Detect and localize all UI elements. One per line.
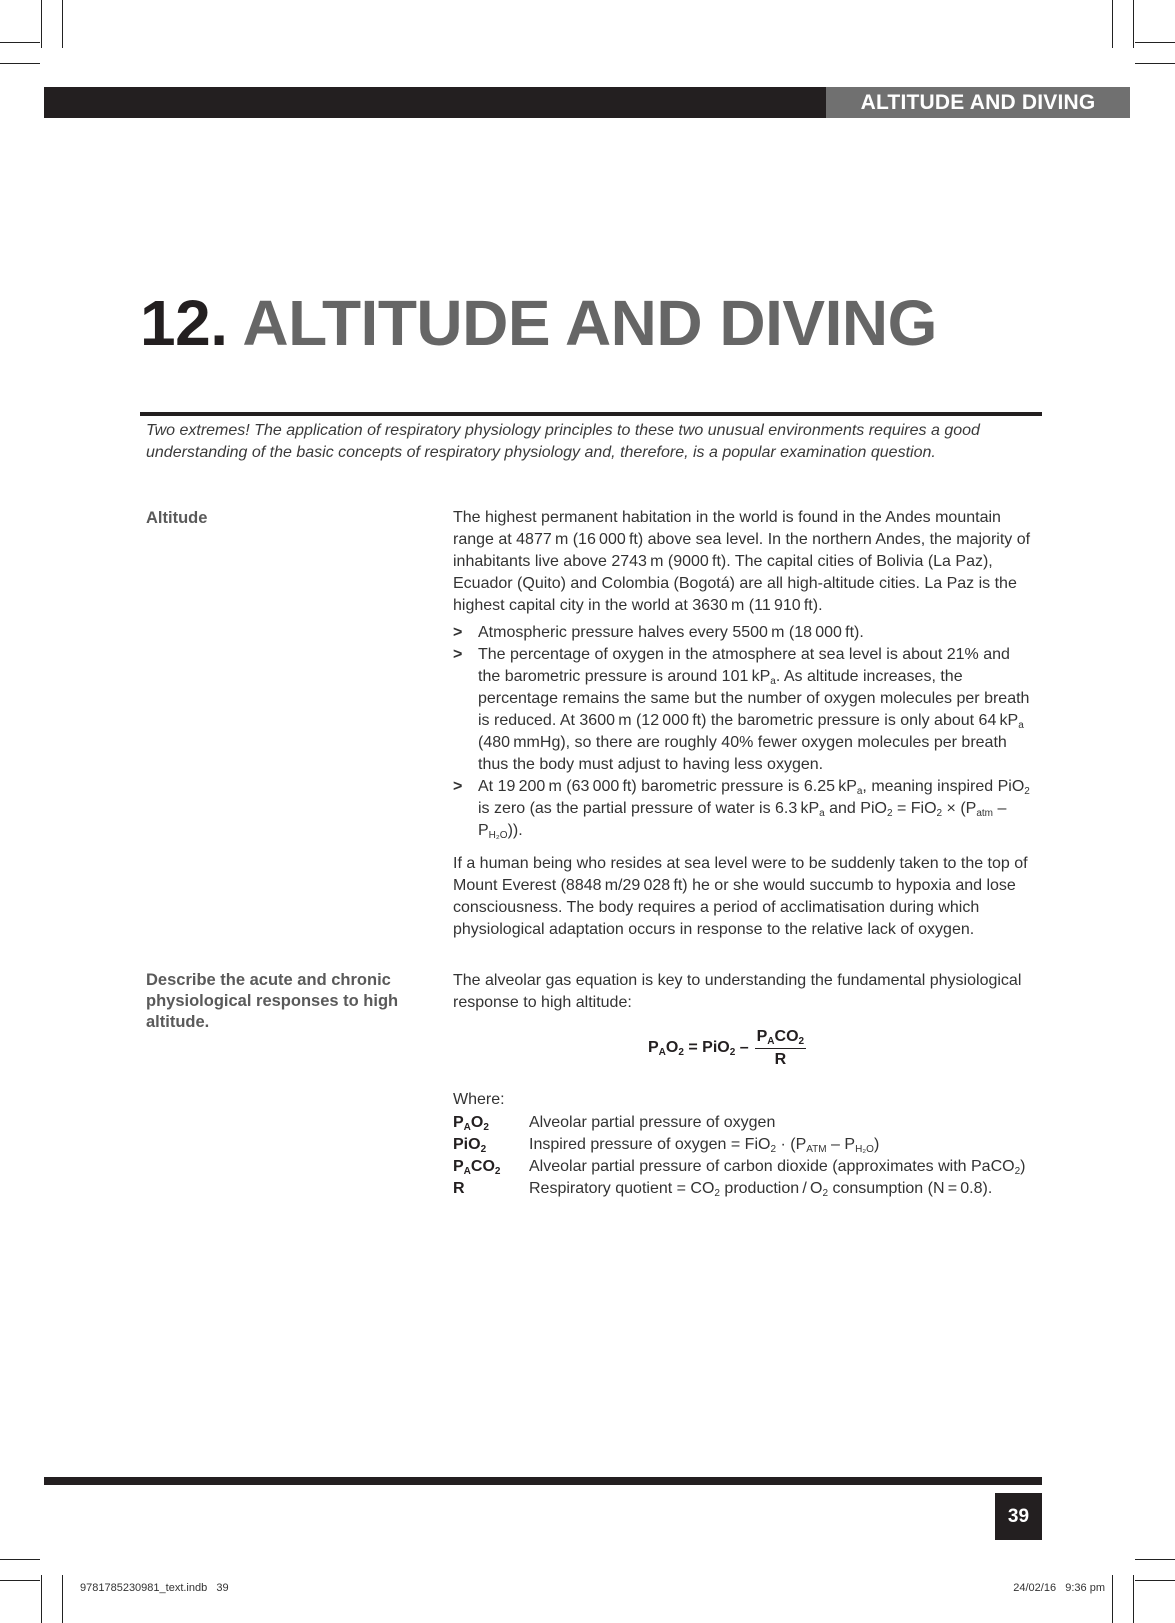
- list-item: [453, 622, 1035, 644]
- crop-mark: [0, 42, 40, 43]
- page-number: 39: [995, 1493, 1042, 1540]
- title-rule: [140, 412, 1042, 416]
- slug-filename: 9781785230981_text.indb 39: [80, 1582, 229, 1594]
- equation-lhs: $P_AO_2$: [648, 1039, 684, 1058]
- definition-term: $P_ACO_2$: [453, 1158, 501, 1177]
- bullet-text: The percentage of oxygen in the atmosphere at sea level is about 21% and the barometric pressure is around 101 $kP_a$. As altitude increases, the percentage remains the same but the number of oxygen molecules per breath is reduced. At 3600 m (12 000 ft) the barometric pressure is only about 64 $kP_a$ (480 mmHg), so there are roughly 40% fewer oxygen molecules per breath thus the body must adjust to having less oxygen.: [478, 646, 1030, 773]
- bullet-text: Atmospheric pressure halves every 5500 m (18 000 ft).: [478, 624, 864, 641]
- fraction-denominator: R: [774, 1050, 787, 1068]
- chapter-number: 12.: [140, 287, 228, 359]
- footer-rule: [44, 1477, 1042, 1485]
- altitude-paragraph: The highest permanent habitation in the world is found in the Andes mountain range at 4877 m (16 000 ft) above sea level. In the northern Andes, the majority of inhabitants live above 2743 m (9000 ft). The capital cities of Bolivia (La Paz), Ecuador (Quito) and Colombia (Bogotá) are all high-altitude cities. La Paz is the highest capital city in the world at 3630 m (11 910 ft).: [453, 509, 1031, 614]
- crop-mark: [1135, 1580, 1175, 1581]
- alveolar-gas-equation: [648, 1026, 806, 1070]
- equation-fraction: [755, 1028, 806, 1069]
- crop-mark: [1135, 1559, 1175, 1560]
- fraction-numerator: $P_ACO_2$: [756, 1027, 805, 1047]
- list-item: [453, 644, 1035, 776]
- bullet-marker: >: [453, 624, 463, 641]
- crop-mark: [1133, 0, 1134, 48]
- bullet-text: At 19 200 m (63 000 ft) barometric pressure is 6.25 $kP_a$, meaning inspired PiO$_2$ is zero (as the partial pressure of water is 6.3 $kP_a$ and $PiO_2 = FiO_2 \times (P_{atm} - P_{H_2O})$).: [478, 778, 1030, 841]
- crop-mark: [0, 1559, 40, 1560]
- everest-paragraph: If a human being who resides at sea level were to be suddenly taken to the top of Mount Everest (8848 m/29 028 ft) he or she would succumb to hypoxia and lose consciousness. The body requires a period of acclimatisation during which physiological adaptation occurs in response to the relative lack of oxygen.: [453, 855, 1028, 938]
- crop-mark: [41, 0, 42, 48]
- question-heading: Describe the acute and chronic physiological responses to high altitude.: [146, 971, 399, 1031]
- crop-mark: [1135, 63, 1175, 64]
- altitude-bullet-list: [453, 622, 1035, 842]
- bullet-marker: >: [453, 646, 463, 663]
- list-item: [453, 776, 1035, 842]
- crop-mark: [0, 1580, 40, 1581]
- crop-mark: [0, 63, 40, 64]
- crop-mark: [1133, 1575, 1134, 1623]
- bullet-marker: >: [453, 778, 463, 795]
- crop-mark: [1112, 1575, 1113, 1623]
- crop-mark: [1135, 42, 1175, 43]
- chapter-name: ALTITUDE AND DIVING: [242, 287, 937, 359]
- crop-mark: [1112, 0, 1113, 48]
- definition-row: [453, 1178, 1035, 1200]
- definition-row: [453, 1156, 1035, 1178]
- intro-text: Two extremes! The application of respiratory physiology principles to these two unusual environments requires a good understanding of the basic concepts of respiratory physiology and, therefore, is a popular examination question.: [146, 422, 980, 461]
- definitions-list: [453, 1112, 1035, 1200]
- crop-mark: [62, 1575, 63, 1623]
- crop-mark: [41, 1575, 42, 1623]
- definition-text: Alveolar partial pressure of carbon dioxide (approximates with PaCO$_2$): [529, 1158, 1026, 1177]
- definition-row: [453, 1112, 1035, 1134]
- slug-timestamp: 24/02/16 9:36 pm: [1013, 1582, 1105, 1594]
- definition-row: [453, 1134, 1035, 1156]
- definition-term: R: [453, 1180, 465, 1197]
- altitude-heading: Altitude: [146, 509, 208, 527]
- equation-minus: –: [735, 1039, 749, 1056]
- crop-mark: [62, 0, 63, 48]
- definition-term: $P_AO_2$: [453, 1114, 489, 1133]
- chapter-title: [140, 283, 937, 363]
- running-header-title: ALTITUDE AND DIVING: [826, 87, 1130, 118]
- definition-text: Inspired pressure of oxygen = $FiO_2 \cdot (P_{ATM} - P_{H_2O})$: [529, 1136, 880, 1155]
- equation-equals: =: [683, 1039, 703, 1056]
- definition-text: Alveolar partial pressure of oxygen: [529, 1114, 776, 1131]
- equation-pio2: PiO$_2$: [702, 1039, 736, 1058]
- alveolar-intro: The alveolar gas equation is key to understanding the fundamental physiological response to high altitude:: [453, 972, 1022, 1011]
- definition-term: PiO$_2$: [453, 1136, 487, 1155]
- where-label: Where:: [453, 1091, 505, 1108]
- definition-text: Respiratory quotient = $CO_2$ production / $O_2$ consumption (N = 0.8).: [529, 1180, 993, 1199]
